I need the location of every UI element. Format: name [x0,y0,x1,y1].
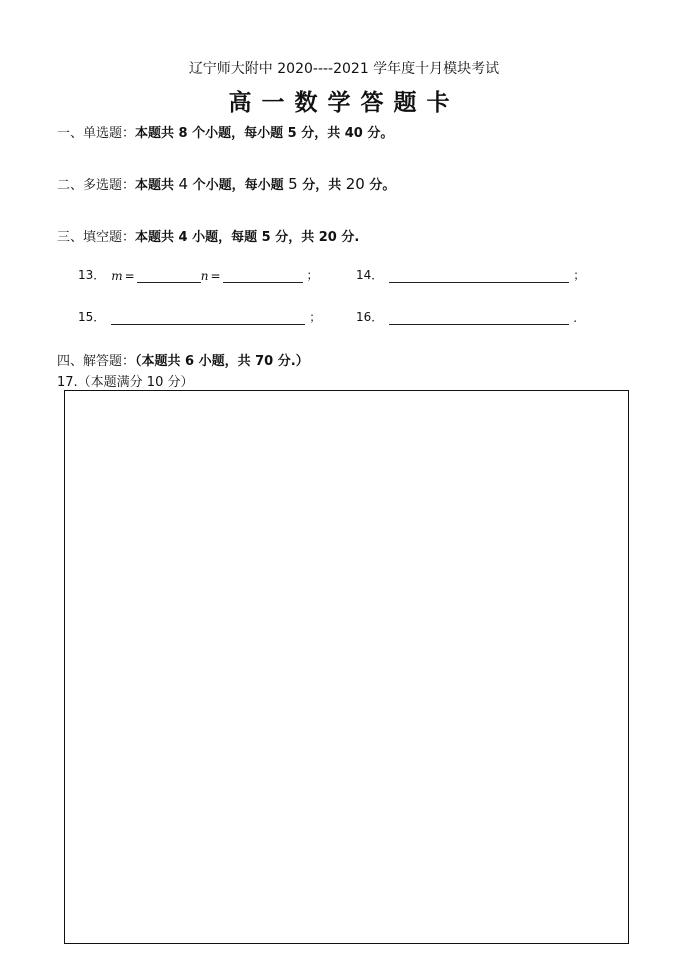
variable-m: m [111,269,123,283]
punctuation: ； [309,310,322,324]
section-desc-part: 分，共 [297,178,346,193]
fill-question-15 [78,308,321,325]
punctuation: . [573,311,578,325]
question-number: 14． [356,268,384,282]
points-total: 20 [345,175,365,193]
page-title: 高一数学答题卡 [228,89,460,116]
section-desc-part: 个小题，每小题 [188,178,289,193]
fill-question-16 [356,308,577,325]
points-each: 5 [288,175,298,193]
fill-question-14 [356,266,585,283]
equals-sign: = [210,269,221,283]
section-desc: 本题共 8 个小题，每小题 5 分，共 40 分。 [135,126,394,141]
question-17-label: 17.（本题满分 10 分） [57,375,194,390]
answer-blank-m[interactable] [137,268,201,283]
equals-sign: = [124,269,135,283]
punctuation: ； [306,268,319,282]
section-desc-part: 分。 [364,178,396,193]
exam-subtitle: 辽宁师大附中 2020----2021 学年度十月模块考试 [188,61,500,77]
section-single-choice [57,122,393,141]
section-fill-in [57,226,359,245]
question-number: 15． [78,310,106,324]
section-prefix: 二、多选题： [57,178,136,193]
answer-blank[interactable] [389,310,569,325]
section-desc: 本题共 4 小题，每题 5 分，共 20 分. [135,230,360,245]
question-number: 16． [356,310,384,324]
answer-blank-n[interactable] [223,268,303,283]
answer-blank[interactable] [111,310,305,325]
question-count: 4 [178,175,189,193]
section-prefix: 一、单选题： [57,126,136,141]
section-multi-choice [57,174,395,193]
answer-blank[interactable] [389,268,569,283]
punctuation: ； [573,268,586,282]
variable-n: n [200,269,209,283]
section-desc-part: 本题共 [135,178,179,193]
section-solve [57,350,309,369]
section-desc: （本题共 6 小题，共 70 分.） [135,354,309,369]
answer-box-q17[interactable] [64,390,629,944]
fill-question-13 [78,266,319,283]
section-prefix: 四、解答题： [57,354,136,369]
question-number: 13． [78,268,106,282]
section-prefix: 三、填空题： [57,230,136,245]
